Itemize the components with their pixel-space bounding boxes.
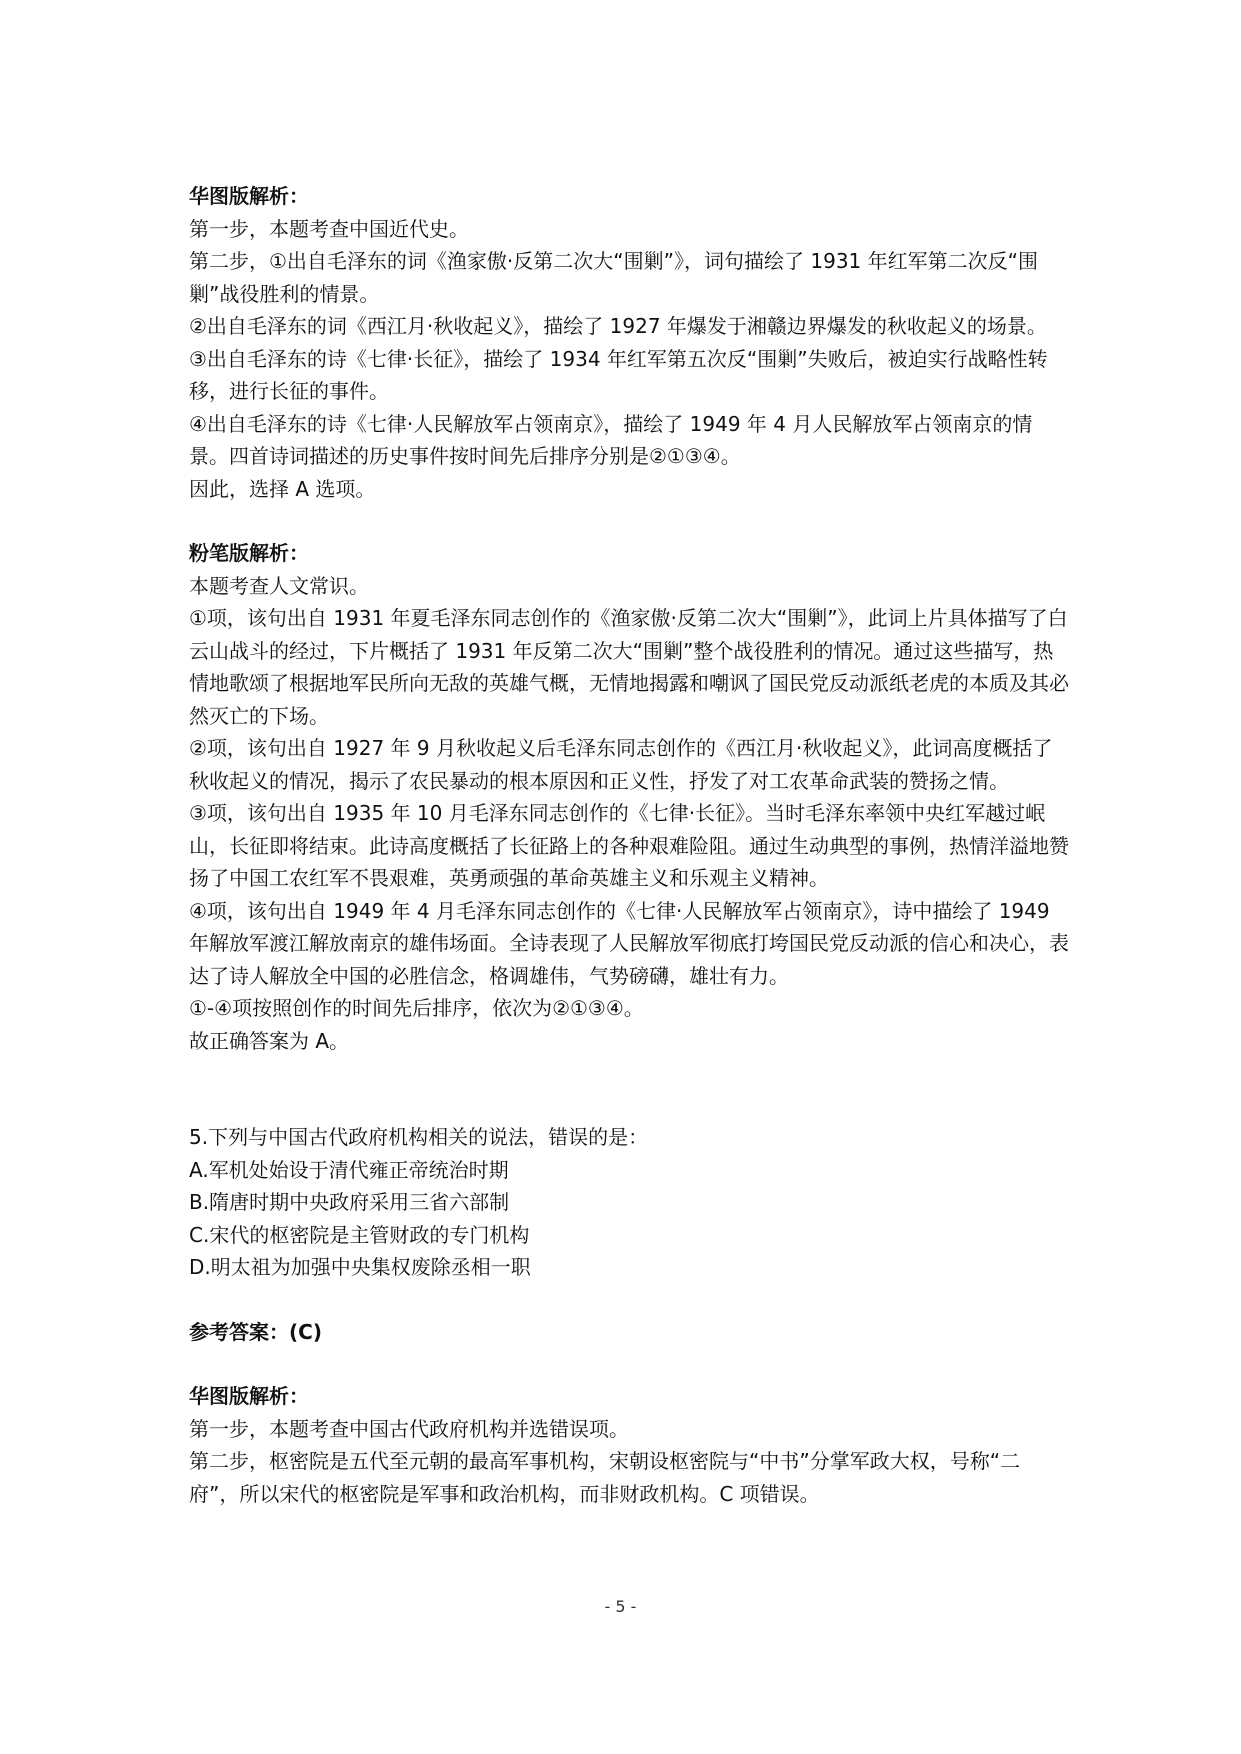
paragraph: 因此，选择 A 选项。 — [189, 476, 376, 501]
paragraph: ①项，该句出自 1931 年夏毛泽东同志创作的《渔家傲·反第二次大“围剿”》，此词上片具体描写了白云山战斗的经过，下片概括了 1931 年反第二次大“围剿”整个战役胜利的情况。通过这些描写，热情地歌颂了根据地军民所向无敌的英雄气概，无情地揭露和嘲讽了国民党反动派纸老虎的本质及其必然灭亡的下场。 — [189, 606, 1069, 728]
paragraph: ③出自毛泽东的诗《七律·长征》，描绘了 1934 年红军第五次反“围剿”失败后，被迫实行战略性转移，进行长征的事件。 — [189, 346, 1048, 403]
question-stem: 5.下列与中国古代政府机构相关的说法，错误的是： — [189, 1125, 649, 1149]
spacer — [189, 1284, 1069, 1316]
section-heading: 华图版解析： — [189, 1384, 309, 1408]
spacer — [189, 505, 1069, 537]
paragraph: 第一步，本题考查中国近代史。 — [189, 216, 469, 241]
paragraph: ④出自毛泽东的诗《七律·人民解放军占领南京》，描绘了 1949 年 4 月人民解放军占领南京的情景。四首诗词描述的历史事件按时间先后排序分别是②①③④。 — [189, 411, 1033, 468]
paragraph: 故正确答案为 A。 — [189, 1028, 350, 1053]
spacer — [189, 1057, 1069, 1121]
paragraph: 第一步，本题考查中国古代政府机构并选错误项。 — [189, 1416, 629, 1441]
huatu-analysis-q5 — [189, 1380, 1069, 1510]
paragraph: ④项，该句出自 1949 年 4 月毛泽东同志创作的《七律·人民解放军占领南京》，诗中描绘了 1949 年解放军渡江解放南京的雄伟场面。全诗表现了人民解放军彻底打垮国民党反动派的信心和决心，表达了诗人解放全中国的必胜信念，格调雄伟，气势磅礴，雄壮有力。 — [189, 898, 1069, 988]
spacer — [189, 1348, 1069, 1380]
paragraph: ②出自毛泽东的词《西江月·秋收起义》，描绘了 1927 年爆发于湘赣边界爆发的秋收起义的场景。 — [189, 314, 1047, 338]
section-heading: 粉笔版解析： — [189, 541, 309, 565]
fenbi-analysis-q4 — [189, 537, 1069, 1057]
paragraph: ②项，该句出自 1927 年 9 月秋收起义后毛泽东同志创作的《西江月·秋收起义》，此词高度概括了秋收起义的情况，揭示了农民暴动的根本原因和正义性，抒发了对工农革命武装的赞扬之情。 — [189, 736, 1053, 793]
paragraph: ①-④项按照创作的时间先后排序，依次为②①③④。 — [189, 996, 644, 1020]
huatu-analysis-q4 — [189, 180, 1069, 505]
paragraph: ③项，该句出自 1935 年 10 月毛泽东同志创作的《七律·长征》。当时毛泽东率领中央红军越过岷山，长征即将结束。此诗高度概括了长征路上的各种艰难险阻。通过生动典型的事例，热情洋溢地赞扬了中国工农红军不畏艰难，英勇顽强的革命英雄主义和乐观主义精神。 — [189, 801, 1069, 890]
option-a: A.军机处始设于清代雍正帝统治时期 — [189, 1157, 509, 1182]
section-heading: 华图版解析： — [189, 184, 309, 208]
option-c: C.宋代的枢密院是主管财政的专门机构 — [189, 1222, 530, 1247]
paragraph: 本题考查人文常识。 — [189, 573, 369, 598]
question-5 — [189, 1121, 1069, 1284]
reference-answer: 参考答案：(C) — [189, 1319, 322, 1344]
paragraph: 第二步，枢密院是五代至元朝的最高军事机构，宋朝设枢密院与“中书”分掌军政大权，号称“二府”，所以宋代的枢密院是军事和政治机构，而非财政机构。C 项错误。 — [189, 1449, 1021, 1506]
page-content — [189, 180, 1069, 1510]
page-number: - 5 - — [604, 1597, 637, 1616]
option-d: D.明太祖为加强中央集权废除丞相一职 — [189, 1255, 531, 1279]
option-b: B.隋唐时期中央政府采用三省六部制 — [189, 1190, 510, 1214]
paragraph: 第二步，①出自毛泽东的词《渔家傲·反第二次大“围剿”》，词句描绘了 1931 年红军第二次反“围剿”战役胜利的情景。 — [189, 249, 1038, 306]
